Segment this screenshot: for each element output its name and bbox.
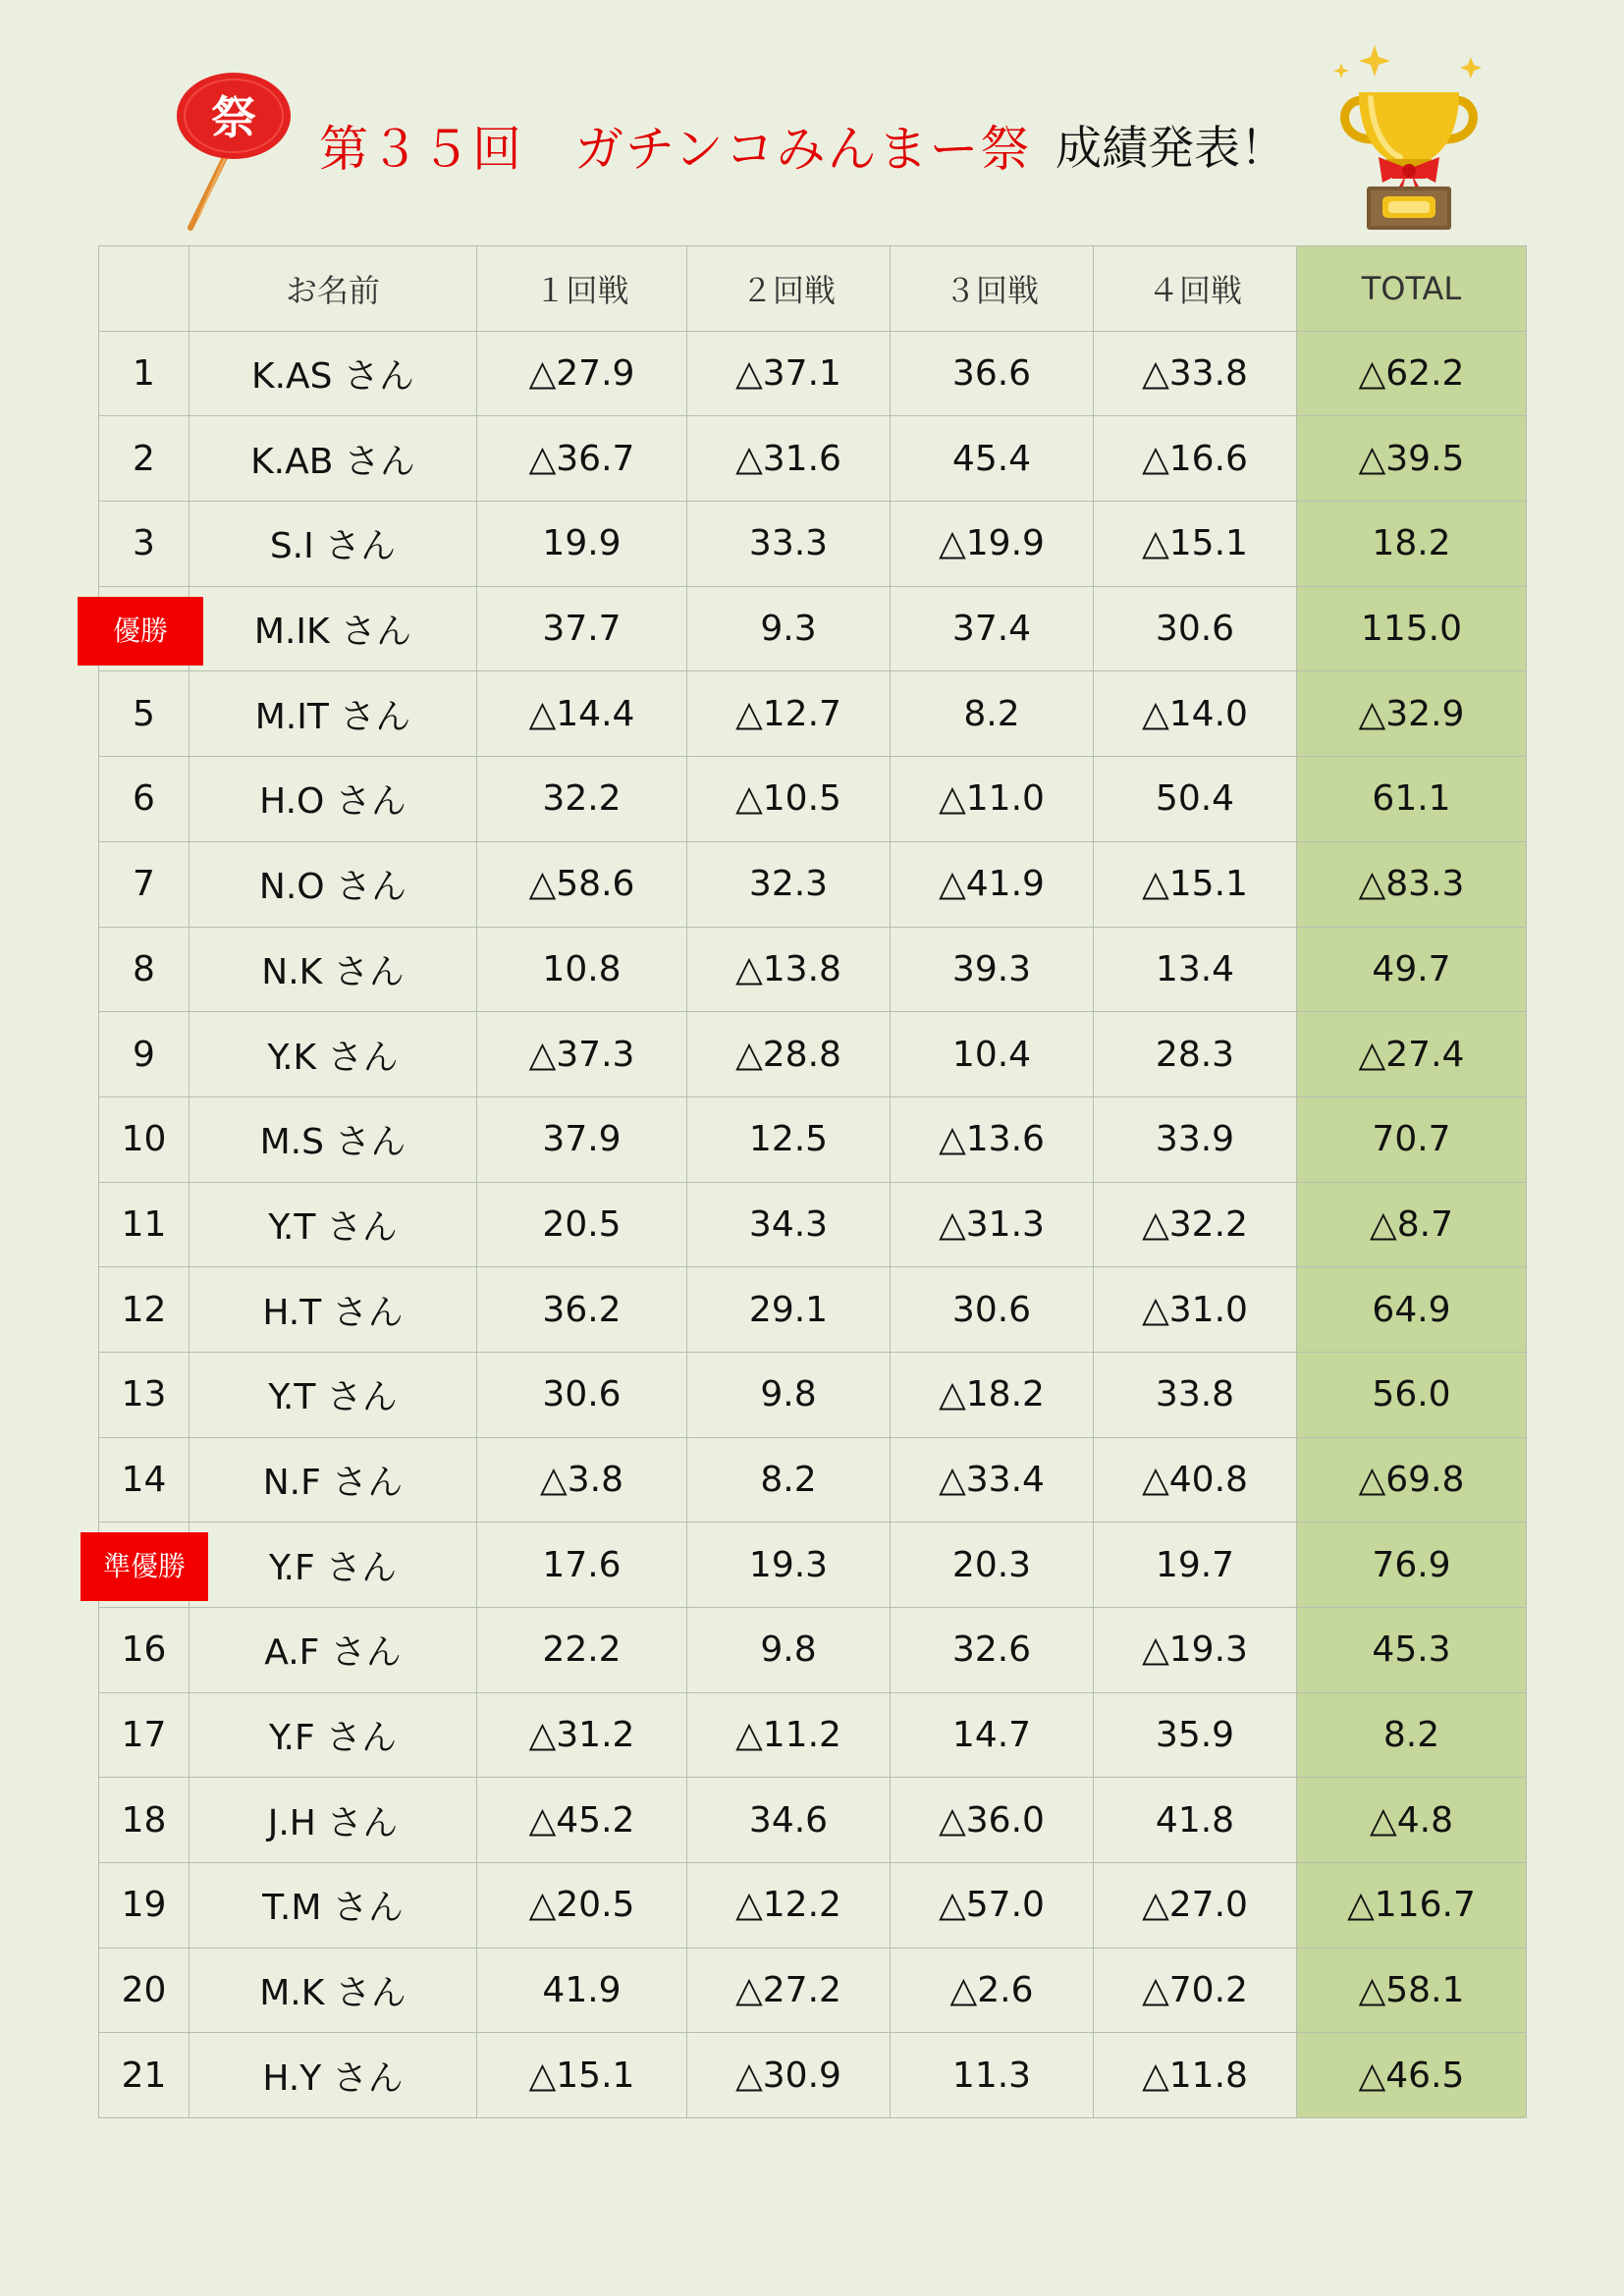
- total-score: 56.0: [1297, 1352, 1527, 1437]
- round-1-score: △14.4: [477, 671, 687, 757]
- table-row: [99, 416, 1527, 502]
- round-3-score: △18.2: [891, 1352, 1094, 1437]
- player-name: Y.F さん: [189, 1522, 477, 1608]
- row-number: 19: [99, 1863, 189, 1949]
- page-subtitle: 成績発表！: [1056, 122, 1286, 176]
- round-2-score: 19.3: [687, 1522, 891, 1608]
- row-number: 11: [99, 1182, 189, 1267]
- row-number: 20: [99, 1948, 189, 2033]
- round-1-score: 37.9: [477, 1096, 687, 1182]
- round-4-score: △70.2: [1094, 1948, 1297, 2033]
- total-score: △62.2: [1297, 331, 1527, 416]
- total-score: △58.1: [1297, 1948, 1527, 2033]
- table-row: [99, 1948, 1527, 2033]
- round-3-score: △19.9: [891, 502, 1094, 587]
- round-2-score: △30.9: [687, 2033, 891, 2118]
- header-round-4: ４回戦: [1094, 246, 1297, 332]
- total-score: 70.7: [1297, 1096, 1527, 1182]
- round-2-score: 12.5: [687, 1096, 891, 1182]
- round-3-score: △33.4: [891, 1437, 1094, 1522]
- table-row: [99, 1863, 1527, 1949]
- round-1-score: 41.9: [477, 1948, 687, 2033]
- row-number: 17: [99, 1692, 189, 1778]
- round-4-score: △31.0: [1094, 1267, 1297, 1353]
- round-3-score: 36.6: [891, 331, 1094, 416]
- round-3-score: 11.3: [891, 2033, 1094, 2118]
- round-1-score: 36.2: [477, 1267, 687, 1353]
- round-3-score: 32.6: [891, 1608, 1094, 1693]
- round-1-score: △15.1: [477, 2033, 687, 2118]
- round-3-score: 8.2: [891, 671, 1094, 757]
- round-1-score: 19.9: [477, 502, 687, 587]
- round-2-score: 29.1: [687, 1267, 891, 1353]
- page-header: [0, 0, 1624, 245]
- runner-up-badge: 準優勝: [81, 1532, 208, 1601]
- round-1-score: 10.8: [477, 927, 687, 1012]
- table-row: [99, 2033, 1527, 2118]
- round-2-score: 33.3: [687, 502, 891, 587]
- table-row: [99, 1692, 1527, 1778]
- festival-fan-icon: [169, 71, 297, 238]
- round-2-score: △12.7: [687, 671, 891, 757]
- round-4-score: 50.4: [1094, 757, 1297, 842]
- player-name: Y.F さん: [189, 1692, 477, 1778]
- round-2-score: 9.8: [687, 1352, 891, 1437]
- player-name: H.T さん: [189, 1267, 477, 1353]
- round-4-score: 35.9: [1094, 1692, 1297, 1778]
- round-3-score: △41.9: [891, 841, 1094, 927]
- round-1-score: 37.7: [477, 586, 687, 671]
- round-2-score: △37.1: [687, 331, 891, 416]
- player-name: Y.T さん: [189, 1352, 477, 1437]
- round-3-score: 20.3: [891, 1522, 1094, 1608]
- round-3-score: △13.6: [891, 1096, 1094, 1182]
- total-score: △32.9: [1297, 671, 1527, 757]
- table-row: [99, 1608, 1527, 1693]
- player-name: K.AB さん: [189, 416, 477, 502]
- header-round-3: ３回戦: [891, 246, 1094, 332]
- row-number: [99, 586, 189, 671]
- player-name: M.S さん: [189, 1096, 477, 1182]
- round-2-score: 9.3: [687, 586, 891, 671]
- round-4-score: 30.6: [1094, 586, 1297, 671]
- total-score: 64.9: [1297, 1267, 1527, 1353]
- round-4-score: 33.9: [1094, 1096, 1297, 1182]
- total-score: 115.0: [1297, 586, 1527, 671]
- table-header-row: [99, 246, 1527, 332]
- round-2-score: 34.3: [687, 1182, 891, 1267]
- round-3-score: △36.0: [891, 1778, 1094, 1863]
- round-4-score: △15.1: [1094, 502, 1297, 587]
- round-4-score: 13.4: [1094, 927, 1297, 1012]
- header-round-1: １回戦: [477, 246, 687, 332]
- player-name: Y.T さん: [189, 1182, 477, 1267]
- player-name: H.O さん: [189, 757, 477, 842]
- results-table: [98, 245, 1527, 2118]
- table-row: [99, 1182, 1527, 1267]
- row-number: 12: [99, 1267, 189, 1353]
- round-3-score: 37.4: [891, 586, 1094, 671]
- round-4-score: △27.0: [1094, 1863, 1297, 1949]
- row-number: 6: [99, 757, 189, 842]
- table-row: [99, 1778, 1527, 1863]
- round-1-score: △36.7: [477, 416, 687, 502]
- round-4-score: △16.6: [1094, 416, 1297, 502]
- row-number: 1: [99, 331, 189, 416]
- row-number: 16: [99, 1608, 189, 1693]
- row-number: 8: [99, 927, 189, 1012]
- round-1-score: 17.6: [477, 1522, 687, 1608]
- player-name: A.F さん: [189, 1608, 477, 1693]
- round-2-score: 32.3: [687, 841, 891, 927]
- round-4-score: △11.8: [1094, 2033, 1297, 2118]
- player-name: Y.K さん: [189, 1012, 477, 1097]
- round-3-score: 30.6: [891, 1267, 1094, 1353]
- round-4-score: 19.7: [1094, 1522, 1297, 1608]
- round-3-score: 39.3: [891, 927, 1094, 1012]
- trophy-icon: [1327, 24, 1490, 232]
- total-score: 8.2: [1297, 1692, 1527, 1778]
- round-4-score: △40.8: [1094, 1437, 1297, 1522]
- row-number: 10: [99, 1096, 189, 1182]
- fan-char: 祭: [211, 91, 256, 144]
- total-score: △69.8: [1297, 1437, 1527, 1522]
- round-2-score: △28.8: [687, 1012, 891, 1097]
- row-number: 14: [99, 1437, 189, 1522]
- round-1-score: △58.6: [477, 841, 687, 927]
- round-4-score: 41.8: [1094, 1778, 1297, 1863]
- player-name: M.IK さん: [189, 586, 477, 671]
- row-number: 21: [99, 2033, 189, 2118]
- row-number: [99, 1522, 189, 1608]
- row-number: 18: [99, 1778, 189, 1863]
- player-name: N.F さん: [189, 1437, 477, 1522]
- round-4-score: △14.0: [1094, 671, 1297, 757]
- round-1-score: △20.5: [477, 1863, 687, 1949]
- round-1-score: △45.2: [477, 1778, 687, 1863]
- table-row: [99, 331, 1527, 416]
- round-3-score: △2.6: [891, 1948, 1094, 2033]
- round-3-score: △57.0: [891, 1863, 1094, 1949]
- player-name: M.IT さん: [189, 671, 477, 757]
- round-4-score: △19.3: [1094, 1608, 1297, 1693]
- round-2-score: 9.8: [687, 1608, 891, 1693]
- total-score: 76.9: [1297, 1522, 1527, 1608]
- total-score: 45.3: [1297, 1608, 1527, 1693]
- table-row: [99, 1012, 1527, 1097]
- table-row: [99, 502, 1527, 587]
- row-number: 3: [99, 502, 189, 587]
- round-1-score: 30.6: [477, 1352, 687, 1437]
- row-number: 13: [99, 1352, 189, 1437]
- round-1-score: 20.5: [477, 1182, 687, 1267]
- table-row: [99, 927, 1527, 1012]
- round-3-score: △11.0: [891, 757, 1094, 842]
- round-4-score: 33.8: [1094, 1352, 1297, 1437]
- round-2-score: 8.2: [687, 1437, 891, 1522]
- total-score: △27.4: [1297, 1012, 1527, 1097]
- table-row: [99, 1522, 1527, 1608]
- header-total: TOTAL: [1297, 246, 1527, 332]
- total-score: △39.5: [1297, 416, 1527, 502]
- total-score: △8.7: [1297, 1182, 1527, 1267]
- round-3-score: △31.3: [891, 1182, 1094, 1267]
- table-row: [99, 1267, 1527, 1353]
- winner-badge: 優勝: [78, 597, 203, 666]
- round-3-score: 14.7: [891, 1692, 1094, 1778]
- total-score: △46.5: [1297, 2033, 1527, 2118]
- header-number: [99, 246, 189, 332]
- table-row: [99, 1437, 1527, 1522]
- round-1-score: 32.2: [477, 757, 687, 842]
- round-1-score: 22.2: [477, 1608, 687, 1693]
- round-3-score: 45.4: [891, 416, 1094, 502]
- table-row: [99, 1352, 1527, 1437]
- round-2-score: △12.2: [687, 1863, 891, 1949]
- row-number: 9: [99, 1012, 189, 1097]
- total-score: △4.8: [1297, 1778, 1527, 1863]
- total-score: △116.7: [1297, 1863, 1527, 1949]
- player-name: H.Y さん: [189, 2033, 477, 2118]
- header-name: お名前: [189, 246, 477, 332]
- row-number: 2: [99, 416, 189, 502]
- total-score: 61.1: [1297, 757, 1527, 842]
- row-number: 5: [99, 671, 189, 757]
- total-score: 18.2: [1297, 502, 1527, 587]
- round-4-score: △32.2: [1094, 1182, 1297, 1267]
- player-name: J.H さん: [189, 1778, 477, 1863]
- round-2-score: △13.8: [687, 927, 891, 1012]
- player-name: T.M さん: [189, 1863, 477, 1949]
- player-name: K.AS さん: [189, 331, 477, 416]
- total-score: △83.3: [1297, 841, 1527, 927]
- header-round-2: ２回戦: [687, 246, 891, 332]
- player-name: M.K さん: [189, 1948, 477, 2033]
- table-row: [99, 671, 1527, 757]
- round-1-score: △27.9: [477, 331, 687, 416]
- round-2-score: △27.2: [687, 1948, 891, 2033]
- player-name: N.O さん: [189, 841, 477, 927]
- round-1-score: △37.3: [477, 1012, 687, 1097]
- player-name: N.K さん: [189, 927, 477, 1012]
- round-4-score: △33.8: [1094, 331, 1297, 416]
- player-name: S.I さん: [189, 502, 477, 587]
- page-title: 第３５回 ガチンコみんまー祭: [319, 121, 1032, 178]
- round-4-score: △15.1: [1094, 841, 1297, 927]
- table-body: [99, 331, 1527, 2117]
- row-number: 7: [99, 841, 189, 927]
- round-2-score: △11.2: [687, 1692, 891, 1778]
- round-1-score: △3.8: [477, 1437, 687, 1522]
- round-1-score: △31.2: [477, 1692, 687, 1778]
- round-2-score: △31.6: [687, 416, 891, 502]
- round-4-score: 28.3: [1094, 1012, 1297, 1097]
- round-2-score: 34.6: [687, 1778, 891, 1863]
- round-3-score: 10.4: [891, 1012, 1094, 1097]
- table-row: [99, 586, 1527, 671]
- round-2-score: △10.5: [687, 757, 891, 842]
- table-row: [99, 1096, 1527, 1182]
- table-row: [99, 757, 1527, 842]
- table-row: [99, 841, 1527, 927]
- total-score: 49.7: [1297, 927, 1527, 1012]
